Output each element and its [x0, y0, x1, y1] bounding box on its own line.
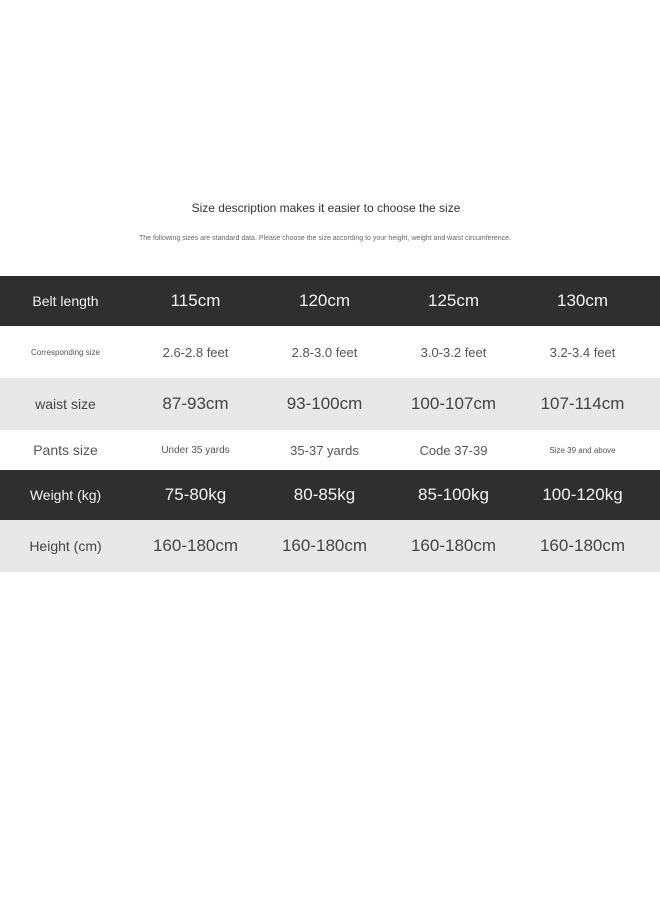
table-cell: Under 35 yards [161, 444, 230, 456]
table-cell: Size 39 and above [549, 445, 616, 455]
row-label: waist size [35, 396, 96, 412]
row-label: Weight (kg) [29, 487, 102, 503]
row-label: Corresponding size [31, 347, 100, 357]
table-cell: 85-100kg [418, 485, 489, 504]
row-label: Height (cm) [29, 538, 102, 554]
page-title: Size description makes it easier to choose the size [191, 201, 461, 215]
table-row-waist-size [0, 378, 660, 430]
table-cell: 100-120kg [542, 485, 623, 504]
table-cell: 3.0-3.2 feet [420, 344, 487, 360]
size-table [0, 276, 660, 572]
table-row-pants-size [0, 430, 660, 470]
table-row-height [0, 520, 660, 572]
table-cell: Code 37-39 [419, 442, 488, 458]
table-cell: 35-37 yards [290, 442, 359, 458]
table-cell: 160-180cm [152, 536, 239, 555]
table-cell: 100-107cm [410, 394, 497, 413]
table-cell: 160-180cm [281, 536, 368, 555]
table-cell: 75-80kg [164, 485, 227, 504]
table-row-weight [0, 470, 660, 520]
table-cell: 107-114cm [540, 394, 625, 413]
table-cell: 160-180cm [410, 536, 497, 555]
table-row-belt-length [0, 276, 660, 326]
table-cell: 87-93cm [162, 394, 229, 413]
table-cell: 115cm [170, 291, 221, 310]
page-subtitle: The following sizes are standard data. Please choose the size according to your height, weight and waist circumference. [139, 235, 511, 242]
table-cell: 120cm [298, 291, 351, 310]
table-cell: 2.8-3.0 feet [291, 344, 358, 360]
table-cell: 125cm [427, 291, 480, 310]
table-cell: 2.6-2.8 feet [162, 344, 229, 360]
table-cell: 80-85kg [293, 485, 356, 504]
table-cell: 3.2-3.4 feet [549, 344, 616, 360]
table-cell: 160-180cm [539, 536, 626, 555]
table-cell: 130cm [556, 291, 609, 310]
table-row-corresponding-size [0, 326, 660, 378]
row-label: Pants size [33, 442, 98, 458]
row-label: Belt length [32, 293, 99, 309]
table-cell: 93-100cm [286, 394, 363, 413]
